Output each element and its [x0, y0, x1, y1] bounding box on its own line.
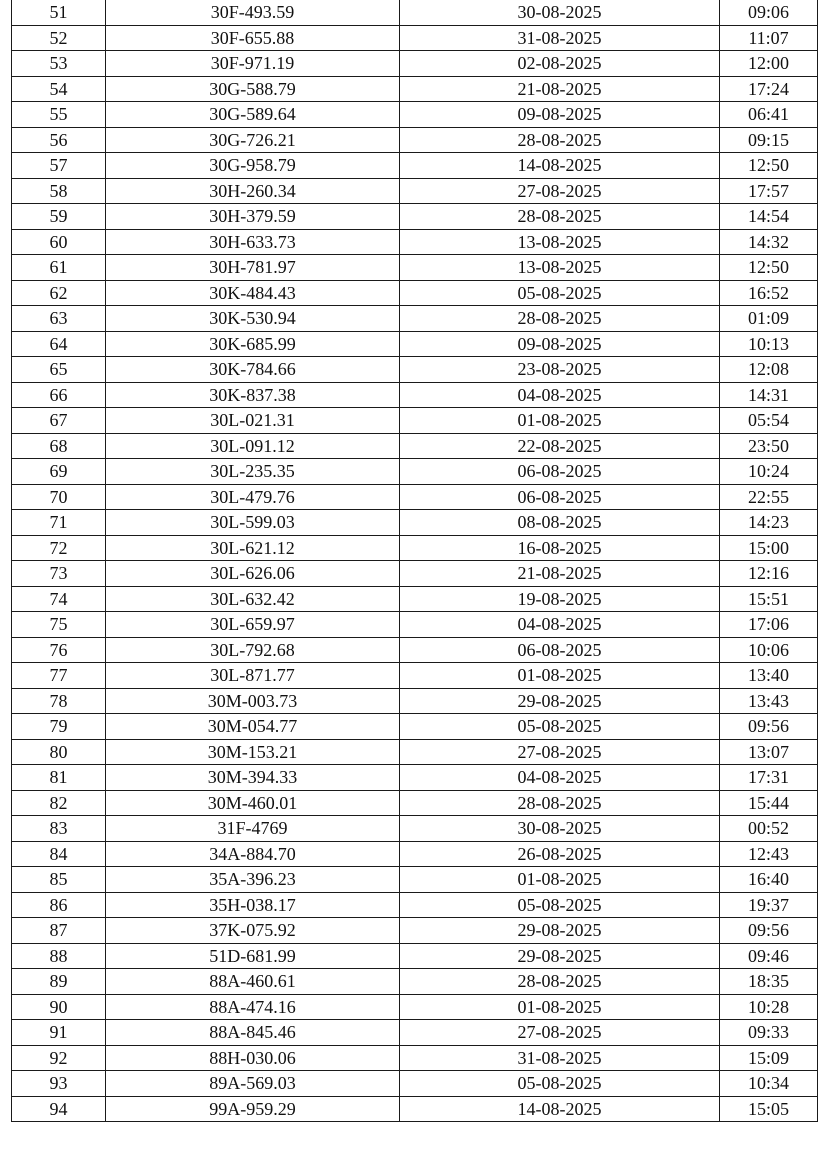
date-cell: 01-08-2025	[400, 994, 720, 1020]
date-cell: 13-08-2025	[400, 255, 720, 281]
license-plate-cell: 30F-655.88	[106, 25, 400, 51]
row-number-cell: 88	[12, 943, 106, 969]
time-cell: 12:00	[720, 51, 818, 77]
table-row	[12, 255, 818, 281]
row-number-cell: 76	[12, 637, 106, 663]
date-cell: 01-08-2025	[400, 867, 720, 893]
license-plate-cell: 30L-792.68	[106, 637, 400, 663]
row-number-cell: 65	[12, 357, 106, 383]
table-row	[12, 1096, 818, 1122]
table-row	[12, 739, 818, 765]
date-cell: 06-08-2025	[400, 484, 720, 510]
time-cell: 12:16	[720, 561, 818, 587]
table-row	[12, 102, 818, 128]
time-cell: 13:40	[720, 663, 818, 689]
row-number-cell: 51	[12, 0, 106, 25]
row-number-cell: 89	[12, 969, 106, 995]
date-cell: 06-08-2025	[400, 459, 720, 485]
license-plate-cell: 30M-394.33	[106, 765, 400, 791]
row-number-cell: 92	[12, 1045, 106, 1071]
table-row	[12, 841, 818, 867]
date-cell: 21-08-2025	[400, 561, 720, 587]
license-plate-cell: 30M-003.73	[106, 688, 400, 714]
time-cell: 09:15	[720, 127, 818, 153]
license-plate-cell: 88A-474.16	[106, 994, 400, 1020]
date-cell: 04-08-2025	[400, 612, 720, 638]
date-cell: 09-08-2025	[400, 331, 720, 357]
time-cell: 10:34	[720, 1071, 818, 1097]
time-cell: 13:07	[720, 739, 818, 765]
time-cell: 17:57	[720, 178, 818, 204]
table-row	[12, 76, 818, 102]
date-cell: 27-08-2025	[400, 739, 720, 765]
time-cell: 10:24	[720, 459, 818, 485]
row-number-cell: 74	[12, 586, 106, 612]
license-plate-cell: 30K-837.38	[106, 382, 400, 408]
license-plate-cell: 30L-599.03	[106, 510, 400, 536]
row-number-cell: 87	[12, 918, 106, 944]
row-number-cell: 68	[12, 433, 106, 459]
date-cell: 16-08-2025	[400, 535, 720, 561]
date-cell: 23-08-2025	[400, 357, 720, 383]
license-plate-cell: 88A-845.46	[106, 1020, 400, 1046]
license-plate-cell: 30K-484.43	[106, 280, 400, 306]
time-cell: 09:46	[720, 943, 818, 969]
time-cell: 14:31	[720, 382, 818, 408]
table-row	[12, 178, 818, 204]
date-cell: 31-08-2025	[400, 1045, 720, 1071]
time-cell: 17:31	[720, 765, 818, 791]
date-cell: 28-08-2025	[400, 127, 720, 153]
date-cell: 26-08-2025	[400, 841, 720, 867]
time-cell: 10:28	[720, 994, 818, 1020]
row-number-cell: 86	[12, 892, 106, 918]
time-cell: 09:06	[720, 0, 818, 25]
row-number-cell: 73	[12, 561, 106, 587]
license-plate-cell: 30L-626.06	[106, 561, 400, 587]
date-cell: 31-08-2025	[400, 25, 720, 51]
row-number-cell: 53	[12, 51, 106, 77]
row-number-cell: 84	[12, 841, 106, 867]
table-row	[12, 433, 818, 459]
date-cell: 04-08-2025	[400, 382, 720, 408]
time-cell: 01:09	[720, 306, 818, 332]
date-cell: 28-08-2025	[400, 790, 720, 816]
row-number-cell: 83	[12, 816, 106, 842]
time-cell: 15:00	[720, 535, 818, 561]
table-row	[12, 663, 818, 689]
table-row	[12, 204, 818, 230]
row-number-cell: 82	[12, 790, 106, 816]
time-cell: 11:07	[720, 25, 818, 51]
records-table	[11, 0, 818, 1122]
license-plate-cell: 30H-633.73	[106, 229, 400, 255]
table-row	[12, 637, 818, 663]
row-number-cell: 61	[12, 255, 106, 281]
table-row	[12, 459, 818, 485]
time-cell: 12:08	[720, 357, 818, 383]
date-cell: 14-08-2025	[400, 153, 720, 179]
license-plate-cell: 89A-569.03	[106, 1071, 400, 1097]
row-number-cell: 79	[12, 714, 106, 740]
row-number-cell: 52	[12, 25, 106, 51]
license-plate-cell: 30L-235.35	[106, 459, 400, 485]
date-cell: 05-08-2025	[400, 714, 720, 740]
row-number-cell: 58	[12, 178, 106, 204]
license-plate-cell: 88H-030.06	[106, 1045, 400, 1071]
license-plate-cell: 51D-681.99	[106, 943, 400, 969]
table-row	[12, 51, 818, 77]
license-plate-cell: 30K-784.66	[106, 357, 400, 383]
table-row	[12, 306, 818, 332]
license-plate-cell: 30G-958.79	[106, 153, 400, 179]
date-cell: 29-08-2025	[400, 688, 720, 714]
license-plate-cell: 30L-871.77	[106, 663, 400, 689]
license-plate-cell: 35H-038.17	[106, 892, 400, 918]
date-cell: 22-08-2025	[400, 433, 720, 459]
row-number-cell: 63	[12, 306, 106, 332]
license-plate-cell: 30M-460.01	[106, 790, 400, 816]
time-cell: 18:35	[720, 969, 818, 995]
date-cell: 13-08-2025	[400, 229, 720, 255]
license-plate-cell: 30F-971.19	[106, 51, 400, 77]
row-number-cell: 59	[12, 204, 106, 230]
license-plate-cell: 35A-396.23	[106, 867, 400, 893]
time-cell: 17:06	[720, 612, 818, 638]
time-cell: 10:06	[720, 637, 818, 663]
license-plate-cell: 30K-530.94	[106, 306, 400, 332]
table-row	[12, 408, 818, 434]
date-cell: 19-08-2025	[400, 586, 720, 612]
license-plate-cell: 30L-021.31	[106, 408, 400, 434]
table-row	[12, 892, 818, 918]
date-cell: 05-08-2025	[400, 892, 720, 918]
row-number-cell: 94	[12, 1096, 106, 1122]
license-plate-cell: 30L-091.12	[106, 433, 400, 459]
date-cell: 04-08-2025	[400, 765, 720, 791]
row-number-cell: 70	[12, 484, 106, 510]
table-row	[12, 867, 818, 893]
row-number-cell: 77	[12, 663, 106, 689]
license-plate-cell: 30H-379.59	[106, 204, 400, 230]
table-row	[12, 816, 818, 842]
table-row	[12, 484, 818, 510]
table-row	[12, 331, 818, 357]
time-cell: 15:09	[720, 1045, 818, 1071]
row-number-cell: 93	[12, 1071, 106, 1097]
time-cell: 15:05	[720, 1096, 818, 1122]
table-row	[12, 229, 818, 255]
row-number-cell: 90	[12, 994, 106, 1020]
license-plate-cell: 30L-621.12	[106, 535, 400, 561]
time-cell: 14:32	[720, 229, 818, 255]
time-cell: 23:50	[720, 433, 818, 459]
time-cell: 14:54	[720, 204, 818, 230]
table-row	[12, 1045, 818, 1071]
date-cell: 05-08-2025	[400, 1071, 720, 1097]
row-number-cell: 55	[12, 102, 106, 128]
table-row	[12, 994, 818, 1020]
time-cell: 12:50	[720, 255, 818, 281]
license-plate-cell: 30H-781.97	[106, 255, 400, 281]
date-cell: 27-08-2025	[400, 178, 720, 204]
row-number-cell: 57	[12, 153, 106, 179]
table-row	[12, 969, 818, 995]
table-row	[12, 943, 818, 969]
time-cell: 22:55	[720, 484, 818, 510]
date-cell: 14-08-2025	[400, 1096, 720, 1122]
time-cell: 09:56	[720, 918, 818, 944]
date-cell: 05-08-2025	[400, 280, 720, 306]
license-plate-cell: 30M-153.21	[106, 739, 400, 765]
row-number-cell: 54	[12, 76, 106, 102]
date-cell: 29-08-2025	[400, 943, 720, 969]
table-row	[12, 153, 818, 179]
row-number-cell: 78	[12, 688, 106, 714]
date-cell: 09-08-2025	[400, 102, 720, 128]
row-number-cell: 75	[12, 612, 106, 638]
table-row	[12, 280, 818, 306]
table-row	[12, 765, 818, 791]
table-row	[12, 0, 818, 25]
date-cell: 06-08-2025	[400, 637, 720, 663]
table-row	[12, 561, 818, 587]
table-row	[12, 1020, 818, 1046]
date-cell: 27-08-2025	[400, 1020, 720, 1046]
time-cell: 16:40	[720, 867, 818, 893]
table-row	[12, 382, 818, 408]
time-cell: 12:43	[720, 841, 818, 867]
row-number-cell: 67	[12, 408, 106, 434]
time-cell: 14:23	[720, 510, 818, 536]
row-number-cell: 56	[12, 127, 106, 153]
table-row	[12, 586, 818, 612]
license-plate-cell: 30L-632.42	[106, 586, 400, 612]
license-plate-cell: 88A-460.61	[106, 969, 400, 995]
time-cell: 15:44	[720, 790, 818, 816]
license-plate-cell: 31F-4769	[106, 816, 400, 842]
time-cell: 13:43	[720, 688, 818, 714]
license-plate-cell: 37K-075.92	[106, 918, 400, 944]
date-cell: 28-08-2025	[400, 204, 720, 230]
row-number-cell: 66	[12, 382, 106, 408]
row-number-cell: 62	[12, 280, 106, 306]
table-row	[12, 127, 818, 153]
license-plate-cell: 30G-726.21	[106, 127, 400, 153]
date-cell: 28-08-2025	[400, 306, 720, 332]
license-plate-cell: 34A-884.70	[106, 841, 400, 867]
row-number-cell: 91	[12, 1020, 106, 1046]
time-cell: 10:13	[720, 331, 818, 357]
time-cell: 00:52	[720, 816, 818, 842]
time-cell: 06:41	[720, 102, 818, 128]
table-row	[12, 612, 818, 638]
row-number-cell: 69	[12, 459, 106, 485]
license-plate-cell: 30F-493.59	[106, 0, 400, 25]
row-number-cell: 72	[12, 535, 106, 561]
time-cell: 05:54	[720, 408, 818, 434]
table-row	[12, 688, 818, 714]
row-number-cell: 71	[12, 510, 106, 536]
row-number-cell: 85	[12, 867, 106, 893]
license-plate-cell: 30M-054.77	[106, 714, 400, 740]
date-cell: 29-08-2025	[400, 918, 720, 944]
time-cell: 16:52	[720, 280, 818, 306]
date-cell: 08-08-2025	[400, 510, 720, 536]
license-plate-cell: 30K-685.99	[106, 331, 400, 357]
time-cell: 12:50	[720, 153, 818, 179]
time-cell: 17:24	[720, 76, 818, 102]
license-plate-cell: 30L-659.97	[106, 612, 400, 638]
license-plate-cell: 30H-260.34	[106, 178, 400, 204]
time-cell: 19:37	[720, 892, 818, 918]
date-cell: 01-08-2025	[400, 663, 720, 689]
date-cell: 01-08-2025	[400, 408, 720, 434]
table-row	[12, 790, 818, 816]
date-cell: 30-08-2025	[400, 0, 720, 25]
records-table-body	[12, 0, 818, 1122]
table-row	[12, 510, 818, 536]
table-row	[12, 535, 818, 561]
date-cell: 21-08-2025	[400, 76, 720, 102]
time-cell: 09:33	[720, 1020, 818, 1046]
table-row	[12, 357, 818, 383]
row-number-cell: 81	[12, 765, 106, 791]
table-row	[12, 25, 818, 51]
date-cell: 28-08-2025	[400, 969, 720, 995]
time-cell: 09:56	[720, 714, 818, 740]
date-cell: 02-08-2025	[400, 51, 720, 77]
time-cell: 15:51	[720, 586, 818, 612]
license-plate-cell: 30G-588.79	[106, 76, 400, 102]
table-row	[12, 1071, 818, 1097]
row-number-cell: 80	[12, 739, 106, 765]
license-plate-cell: 99A-959.29	[106, 1096, 400, 1122]
license-plate-cell: 30G-589.64	[106, 102, 400, 128]
table-row	[12, 714, 818, 740]
table-row	[12, 918, 818, 944]
license-plate-cell: 30L-479.76	[106, 484, 400, 510]
row-number-cell: 60	[12, 229, 106, 255]
row-number-cell: 64	[12, 331, 106, 357]
date-cell: 30-08-2025	[400, 816, 720, 842]
